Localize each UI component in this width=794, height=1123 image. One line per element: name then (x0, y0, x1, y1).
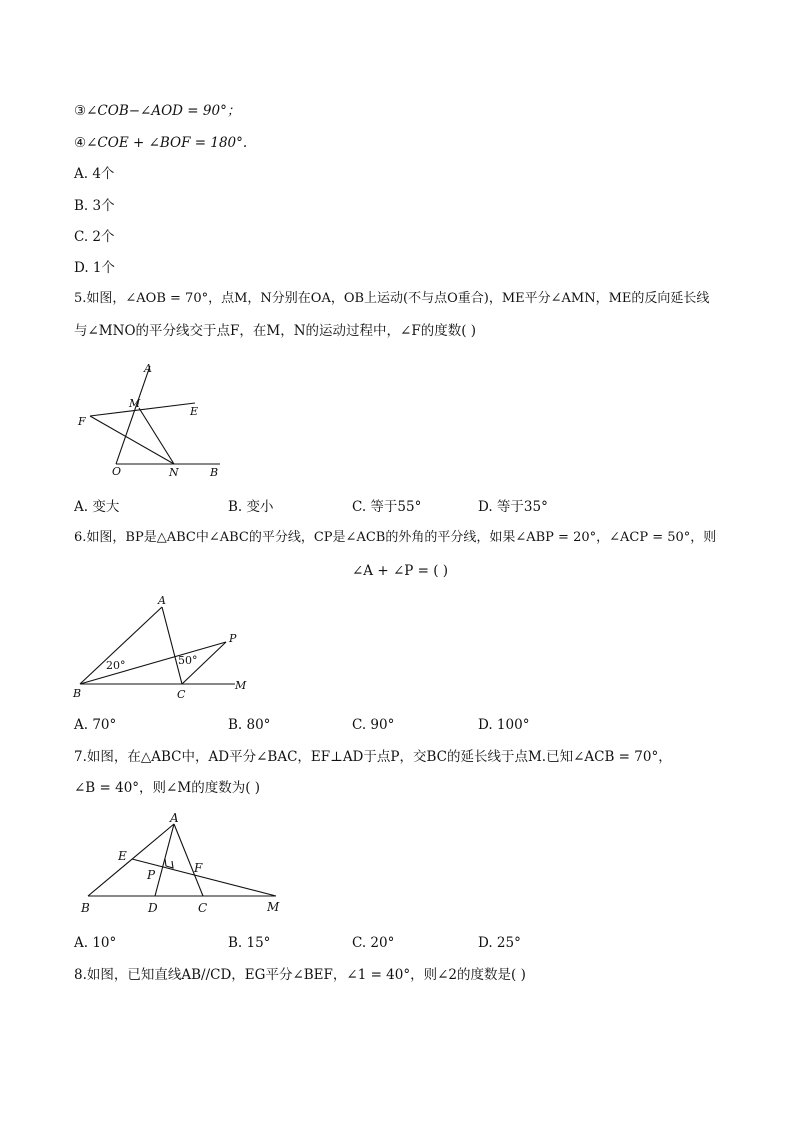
segment-mn (139, 408, 174, 464)
ray-oa (116, 366, 150, 464)
angle-label-50: 50° (178, 654, 198, 667)
q5-stem-line2: 与∠MNO的平分线交于点F，在M，N的运动过程中，∠F的度数( ) (74, 323, 477, 339)
label-f: F (194, 861, 203, 875)
q5-option-c: C. 等于55° (352, 499, 422, 515)
q6-option-c: C. 90° (352, 717, 395, 733)
statement-4 (74, 133, 247, 153)
label-p: P (147, 868, 156, 882)
q6-option-b: B. 80° (228, 717, 271, 733)
q6-figure (70, 590, 260, 705)
q4-option-b: B. 3个 (74, 198, 115, 214)
q7-figure (76, 808, 296, 920)
label-c: C (177, 688, 186, 701)
angle-label-20: 20° (106, 659, 126, 672)
q4-option-c: C. 2个 (74, 229, 115, 245)
label-n: N (169, 466, 179, 479)
q6-option-a: A. 70° (74, 717, 117, 733)
q5-stem-line1: 5.如图，∠AOB = 70°，点M，N分别在OA，OB上运动(不与点O重合)，ME平分∠AMN，ME的反向延长线 (74, 291, 710, 306)
q5-option-d: D. 等于35° (478, 499, 548, 515)
statement-marker: ④ (74, 135, 87, 151)
q6-option-d: D. 100° (478, 717, 530, 733)
q5-option-b: B. 变小 (228, 499, 274, 515)
label-b: B (81, 901, 90, 915)
q8-stem-line1: 8.如图，已知直线AB//CD，EG平分∠BEF，∠1 = 40°，则∠2的度数是( ) (74, 967, 526, 983)
q5-figure (70, 360, 230, 480)
statement-text: ∠COE + ∠BOF = 180°. (86, 135, 248, 151)
label-f: F (78, 415, 86, 428)
label-e: E (190, 405, 199, 418)
label-b: B (73, 687, 82, 700)
label-c: C (198, 901, 208, 915)
label-b: B (210, 466, 219, 479)
label-a: A (158, 594, 166, 607)
q6-stem-line1: 6.如图，BP是△ABC中∠ABC的平分线，CP是∠ACB的外角的平分线，如果∠ABP = 20°，∠ACP = 50°，则 (74, 530, 717, 545)
segment-fn (90, 416, 174, 464)
q5-option-a: A. 变大 (74, 499, 120, 515)
statement-text: ∠COB−∠AOD = 90°； (86, 103, 241, 119)
side-ac (162, 607, 182, 684)
q7-option-a: A. 10° (74, 935, 117, 951)
q4-option-a: A. 4个 (74, 166, 115, 182)
label-m: M (267, 900, 280, 914)
right-angle-mark (165, 859, 173, 868)
q7-option-c: C. 20° (352, 935, 395, 951)
label-e: E (118, 849, 127, 863)
label-a: A (170, 811, 179, 825)
statement-marker: ③ (74, 103, 87, 119)
label-a: A (144, 362, 152, 375)
label-o: O (112, 465, 122, 478)
label-d: D (148, 901, 158, 915)
label-m: M (235, 679, 247, 692)
side-ab (88, 824, 174, 896)
q7-option-b: B. 15° (228, 935, 271, 951)
label-p: P (229, 632, 237, 645)
side-ac (174, 824, 203, 896)
q4-option-d: D. 1个 (74, 260, 116, 276)
bisector-ad (155, 824, 174, 896)
q6-stem-line2: ∠A + ∠P = ( ) (352, 563, 449, 579)
q7-stem-line2: ∠B = 40°，则∠M的度数为( ) (74, 780, 261, 796)
statement-3 (74, 101, 240, 121)
label-m: M (129, 397, 141, 410)
q7-option-d: D. 25° (478, 935, 521, 951)
q7-stem-line1: 7.如图，在△ABC中，AD平分∠BAC，EF⊥AD于点P，交BC的延长线于点M.已知∠ACB = 70°， (74, 749, 672, 765)
